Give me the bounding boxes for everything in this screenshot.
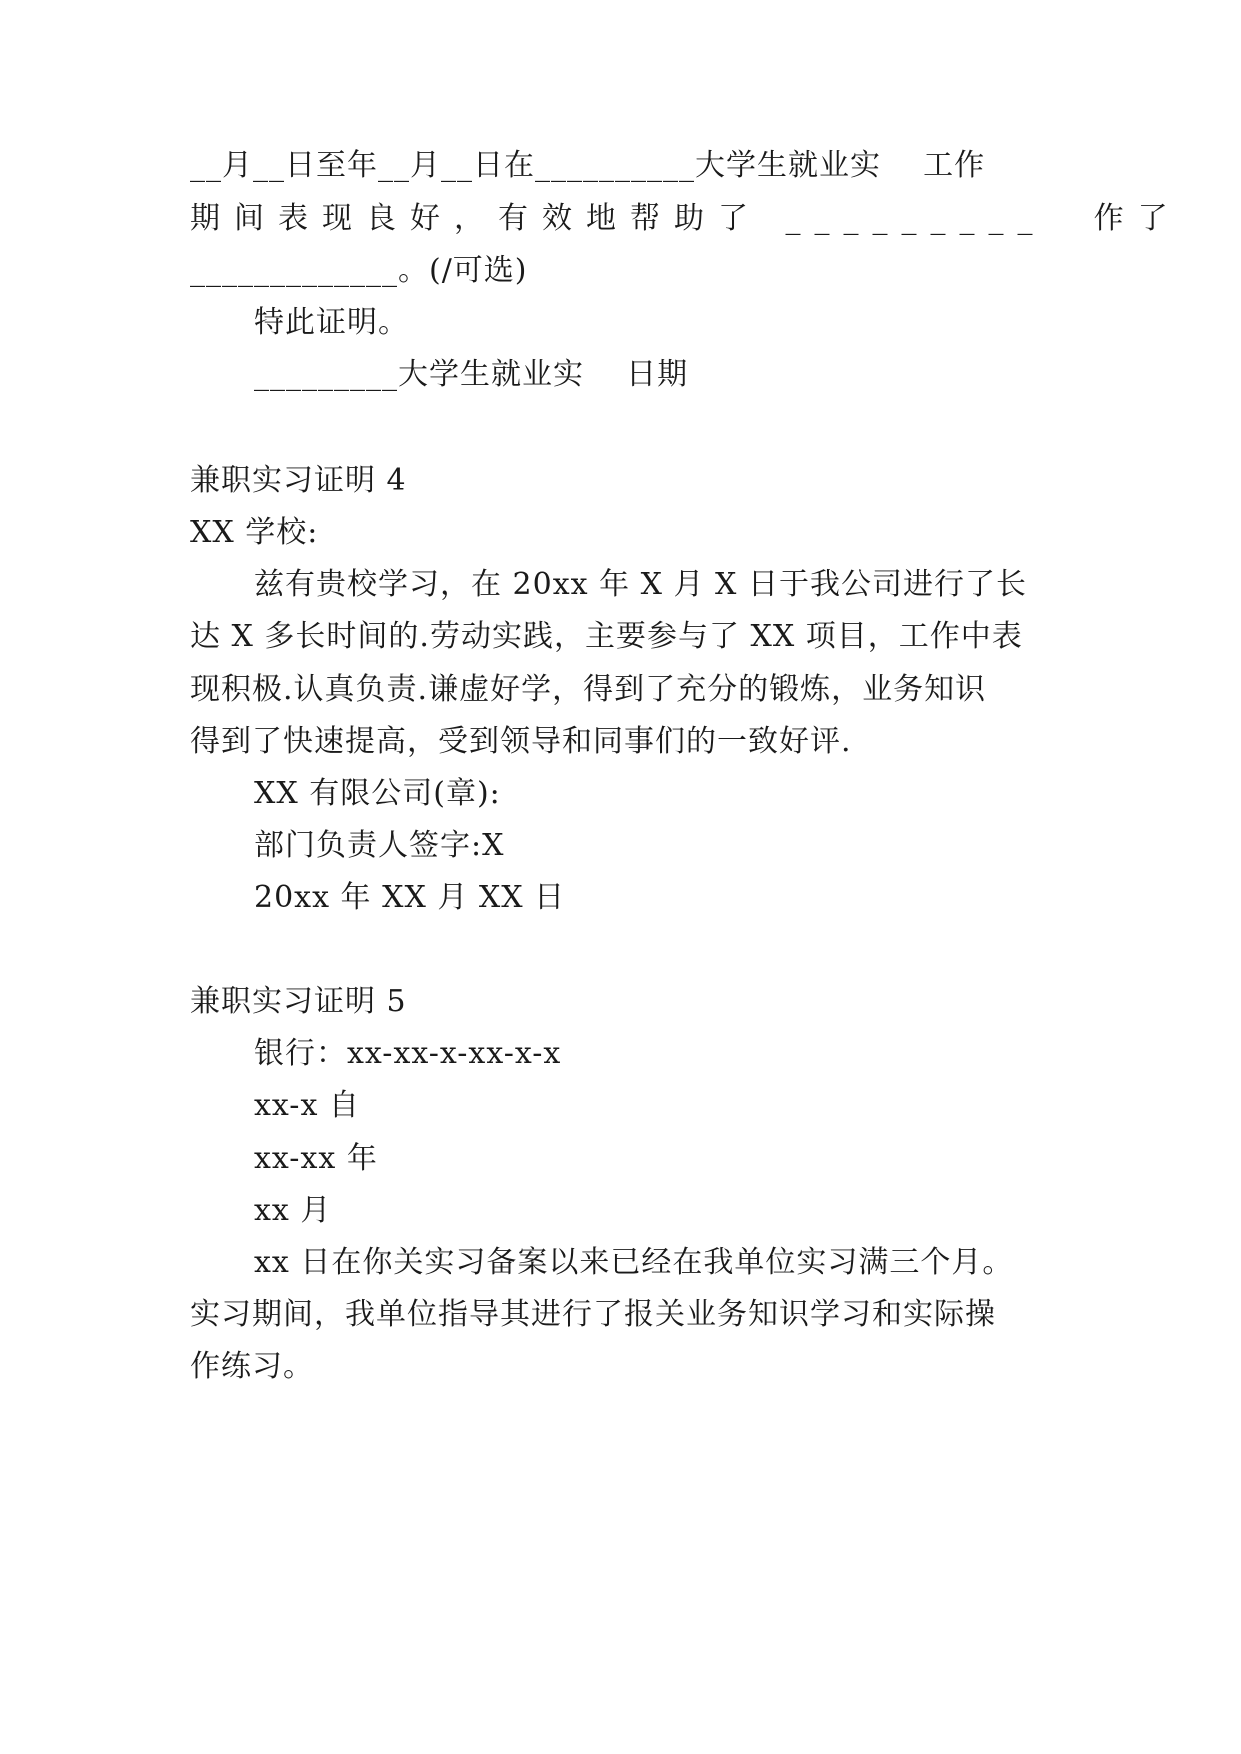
section5-line-1: xx-x 自 [254, 1088, 360, 1123]
section4-title: 兼职实习证明 4 [190, 463, 407, 498]
section5-title: 兼职实习证明 5 [190, 984, 407, 1019]
section4-signer: 部门负责人签字:X [254, 828, 505, 863]
section5-paragraph-line-3: 作练习。 [190, 1349, 314, 1384]
section4-paragraph-line-2: 达 X 多长时间的.劳动实践，主要参与了 XX 项目，工作中表 [190, 619, 1023, 654]
section4-paragraph-line-1: 兹有贵校学习，在 20xx 年 X 月 X 日于我公司进行了长 [254, 567, 1027, 602]
section3-line-1: __月__日至年__月__日在__________大学生就业实 工作 [190, 148, 986, 183]
section5-line-2: xx-xx 年 [254, 1141, 378, 1176]
section3-closing: 特此证明。 [254, 305, 409, 340]
section5-paragraph-line-2: 实习期间，我单位指导其进行了报关业务知识学习和实际操 [190, 1297, 996, 1332]
section3-line-3: _____________。(/可选) [190, 253, 528, 288]
section4-date: 20xx 年 XX 月 XX 日 [254, 880, 566, 915]
section3-signature-date: _________大学生就业实 日期 [254, 357, 689, 392]
section5-paragraph-line-1: xx 日在你关实习备案以来已经在我单位实习满三个月。 [254, 1245, 1014, 1280]
section4-paragraph-line-3: 现积极.认真负责.谦虚好学，得到了充分的锻炼，业务知识 [190, 672, 987, 707]
section4-company: XX 有限公司(章): [254, 776, 501, 811]
section4-salutation: XX 学校: [190, 515, 319, 550]
section5-line-3: xx 月 [254, 1193, 332, 1228]
section4-paragraph-line-4: 得到了快速提高，受到领导和同事们的一致好评. [190, 724, 852, 759]
section3-line-2: 期间表现良好，有效地帮助了 _________ 作了 [190, 201, 1182, 236]
section5-bank: 银行：xx-xx-x-xx-x-x [254, 1036, 562, 1071]
